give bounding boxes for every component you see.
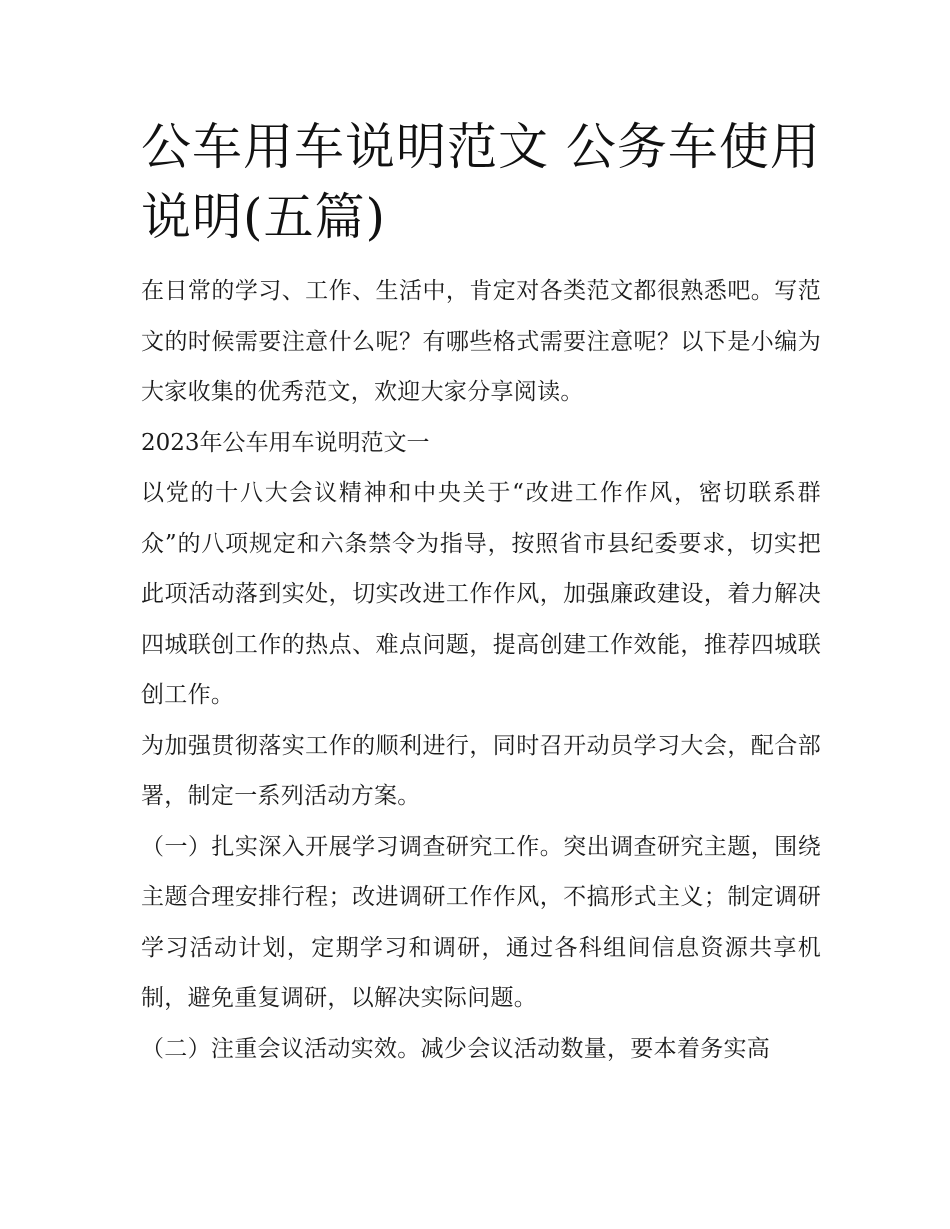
body-paragraph: 为加强贯彻落实工作的顺利进行，同时召开动员学习大会，配合部署，制定一系列活动方案。 <box>141 732 821 809</box>
body-paragraph: 以党的十八大会议精神和中央关于“改进工作作风，密切联系群众”的八项规定和六条禁令为指导，按照省市县纪委要求，切实把此项活动落到实处，切实改进工作作风，加强廉政建设，着力解决四城联创工作的热点、难点问题，提高创建工作效能，推荐四城联创工作。 <box>141 480 821 708</box>
section-heading: 2023年公车用车说明范文一 <box>141 429 430 456</box>
list-item-paragraph: （一）扎实深入开展学习调查研究工作。突出调查研究主题，围绕主题合理安排行程；改进调研工作作风，不搞形式主义；制定调研学习活动计划，定期学习和调研，通过各科组间信息资源共享机制，避免重复调研，以解决实际问题。 <box>141 833 821 1011</box>
document-content <box>141 112 821 1074</box>
document-title: 公车用车说明范文 公务车使用说明(五篇) <box>141 118 821 246</box>
intro-paragraph: 在日常的学习、工作、生活中，肯定对各类范文都很熟悉吧。写范文的时候需要注意什么呢？有哪些格式需要注意呢？以下是小编为大家收集的优秀范文，欢迎大家分享阅读。 <box>141 278 821 405</box>
list-item-paragraph: （二）注重会议活动实效。减少会议活动数量，要本着务实高 <box>141 1035 771 1062</box>
document-body <box>141 266 821 1074</box>
